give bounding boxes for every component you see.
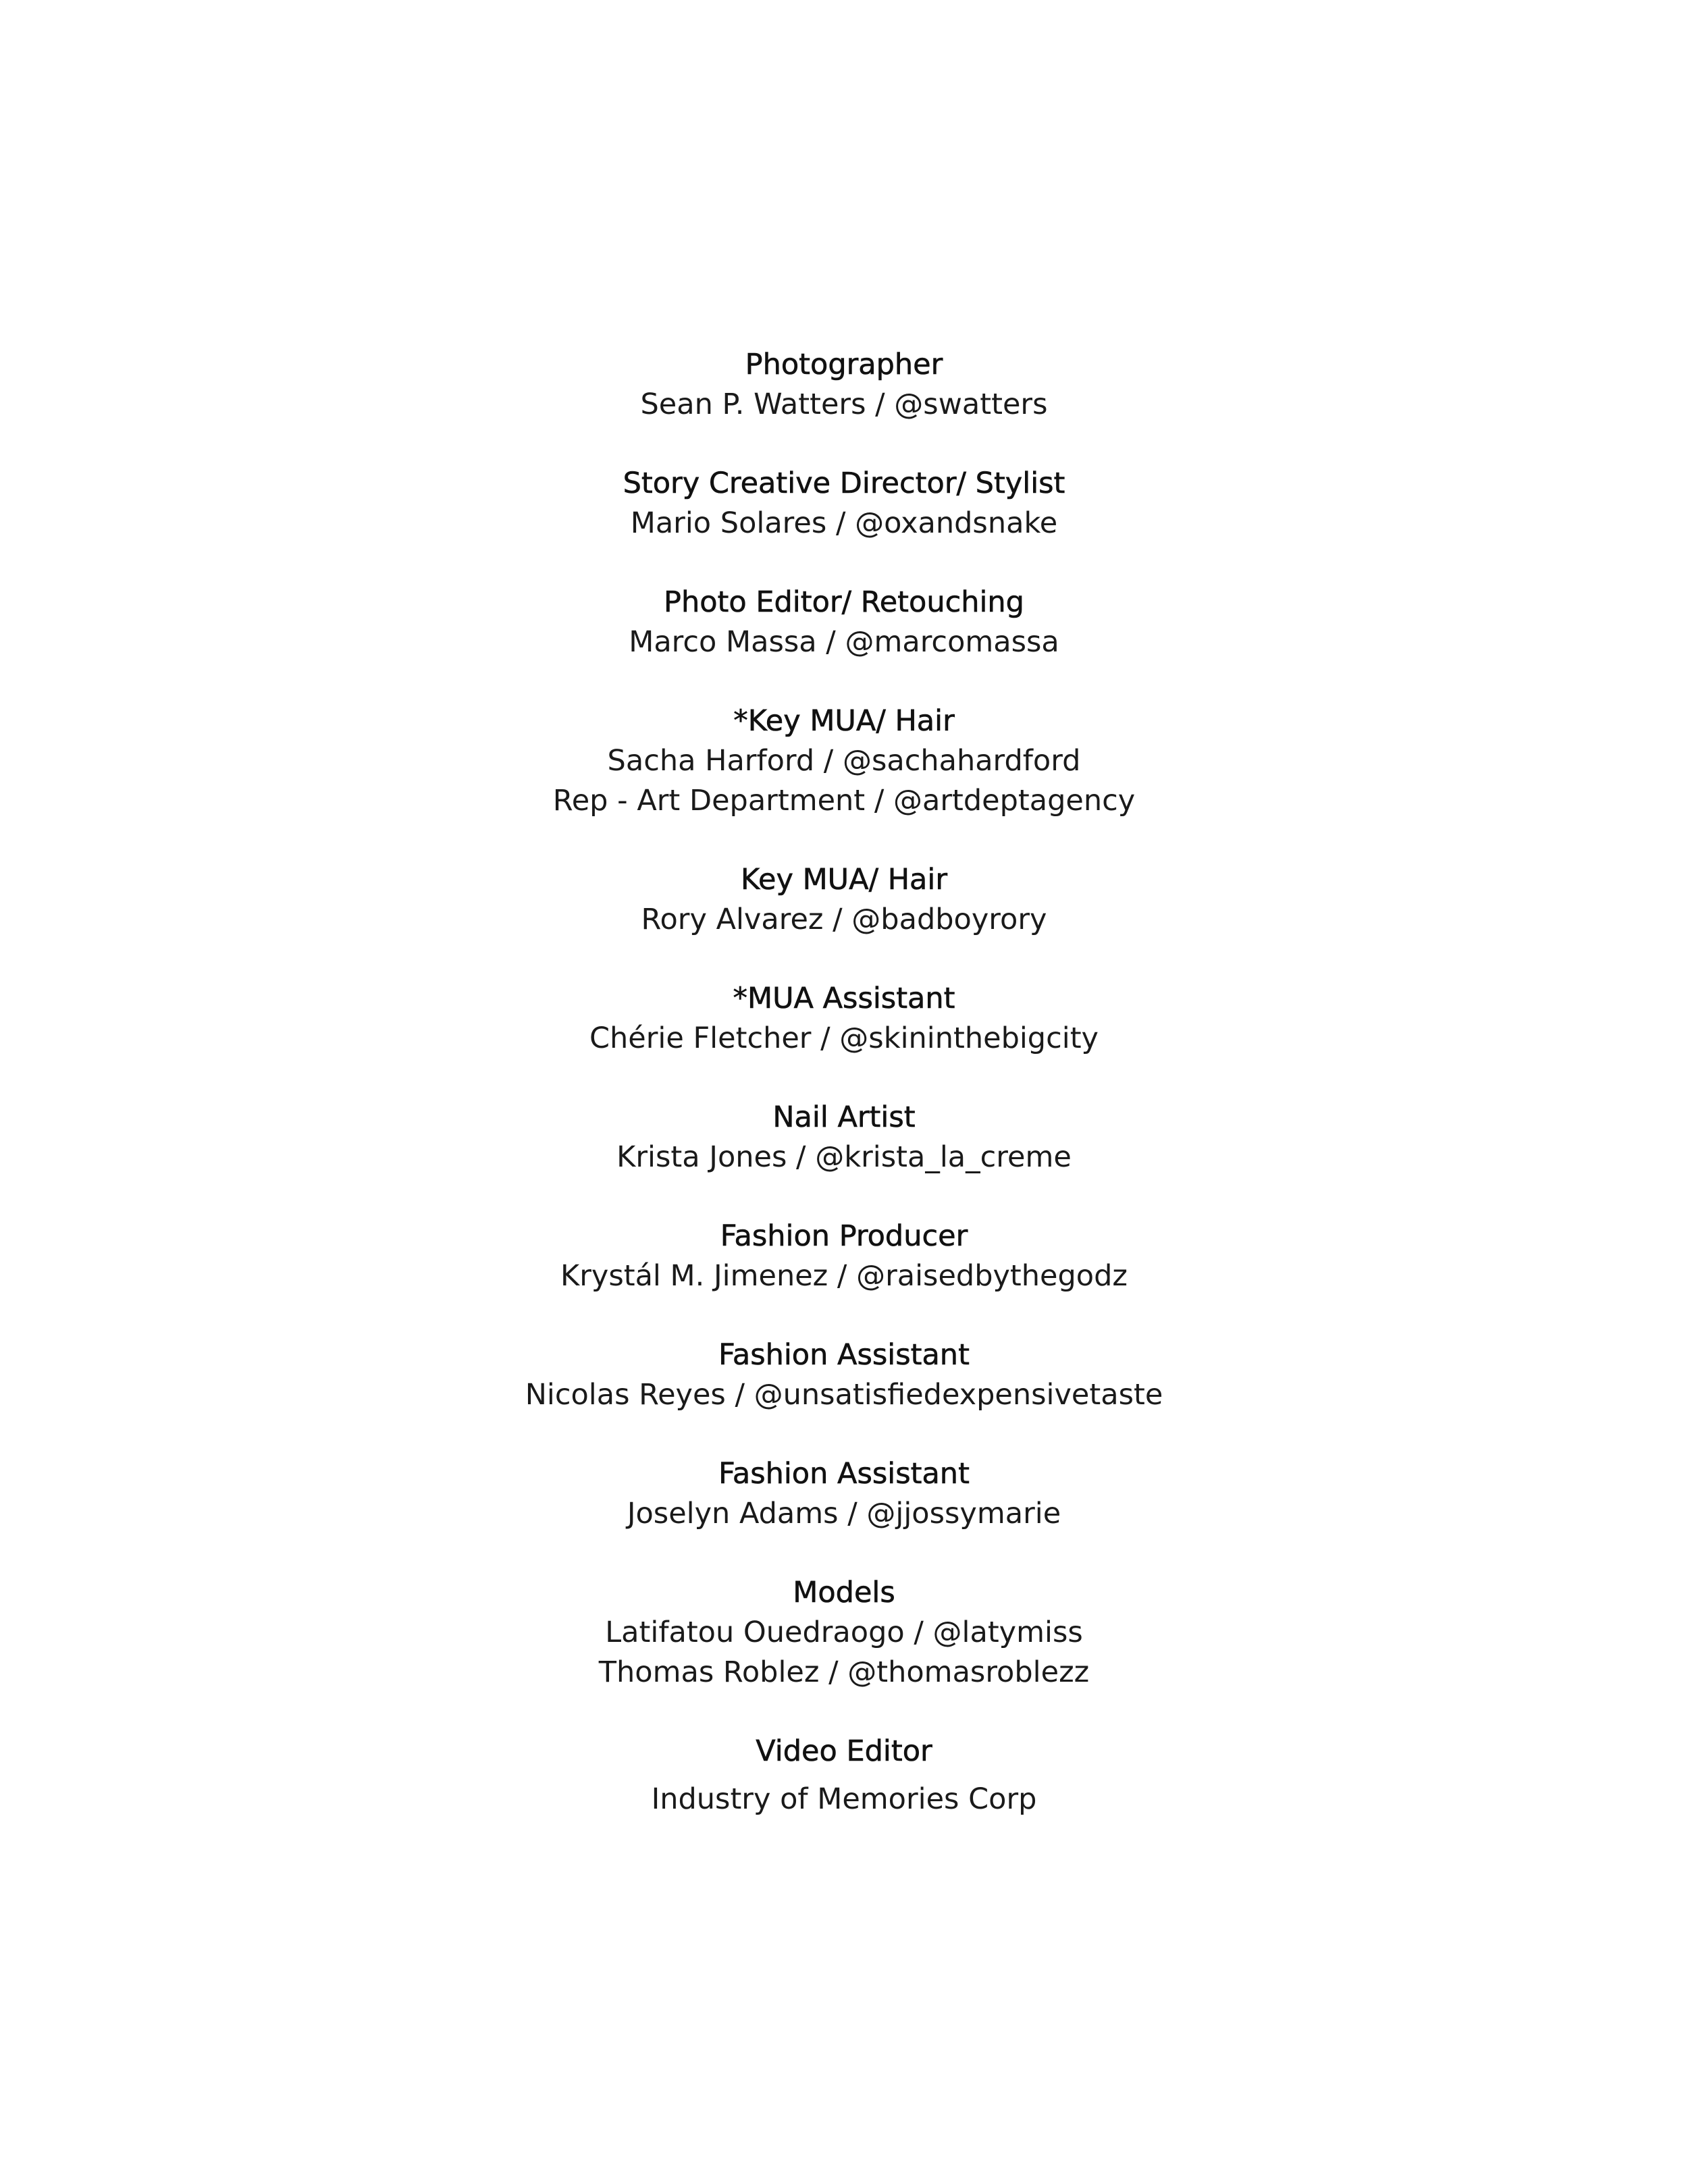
credit-role: Key MUA/ Hair [740, 863, 948, 897]
credit-name: Sacha Harford / @sachahardford [607, 744, 1081, 778]
credit-name: Nicolas Reyes / @unsatisfiedexpensivetaste [525, 1378, 1163, 1412]
credit-name: Joselyn Adams / @jjossymarie [627, 1497, 1061, 1530]
credit-fashion-assistant-1 [0, 1335, 1688, 1415]
credit-role: Story Creative Director/ Stylist [623, 467, 1065, 500]
credit-key-mua-hair-lead [0, 701, 1688, 821]
credit-role: *MUA Assistant [733, 982, 955, 1015]
credit-role: Nail Artist [772, 1100, 916, 1134]
credit-name: Industry of Memories Corp [651, 1782, 1037, 1816]
credit-role: Fashion Producer [720, 1219, 968, 1253]
credit-fashion-producer [0, 1217, 1688, 1296]
credit-name: Marco Massa / @marcomassa [629, 625, 1059, 659]
credit-nail-artist [0, 1098, 1688, 1177]
credit-role: Fashion Assistant [718, 1457, 970, 1491]
credit-name: Latifatou Ouedraogo / @latymiss [605, 1616, 1083, 1649]
credits-list [0, 345, 1688, 1859]
credit-models [0, 1573, 1688, 1693]
credit-role: Photo Editor/ Retouching [664, 585, 1024, 619]
credit-name: Rep - Art Department / @artdeptagency [552, 784, 1136, 818]
credit-role: *Key MUA/ Hair [733, 704, 955, 738]
credit-name: Krystál M. Jimenez / @raisedbythegodz [560, 1259, 1128, 1293]
credit-video-editor [0, 1732, 1688, 1819]
credit-name: Thomas Roblez / @thomasroblezz [598, 1655, 1090, 1689]
credit-mua-assistant [0, 979, 1688, 1059]
credit-role: Video Editor [756, 1734, 932, 1768]
credit-creative-director [0, 464, 1688, 543]
credit-name: Chérie Fletcher / @skininthebigcity [589, 1021, 1099, 1055]
credit-role: Models [793, 1576, 895, 1609]
credit-fashion-assistant-2 [0, 1454, 1688, 1534]
credit-photo-editor [0, 583, 1688, 662]
credit-key-mua-hair [0, 860, 1688, 940]
credit-role: Photographer [745, 348, 943, 381]
credit-name: Krista Jones / @krista_la_creme [616, 1140, 1072, 1174]
credit-name: Rory Alvarez / @badboyrory [641, 903, 1047, 936]
credit-name: Mario Solares / @oxandsnake [630, 506, 1058, 540]
credit-name: Sean P. Watters / @swatters [640, 388, 1048, 421]
credit-photographer [0, 345, 1688, 425]
credit-role: Fashion Assistant [718, 1338, 970, 1372]
